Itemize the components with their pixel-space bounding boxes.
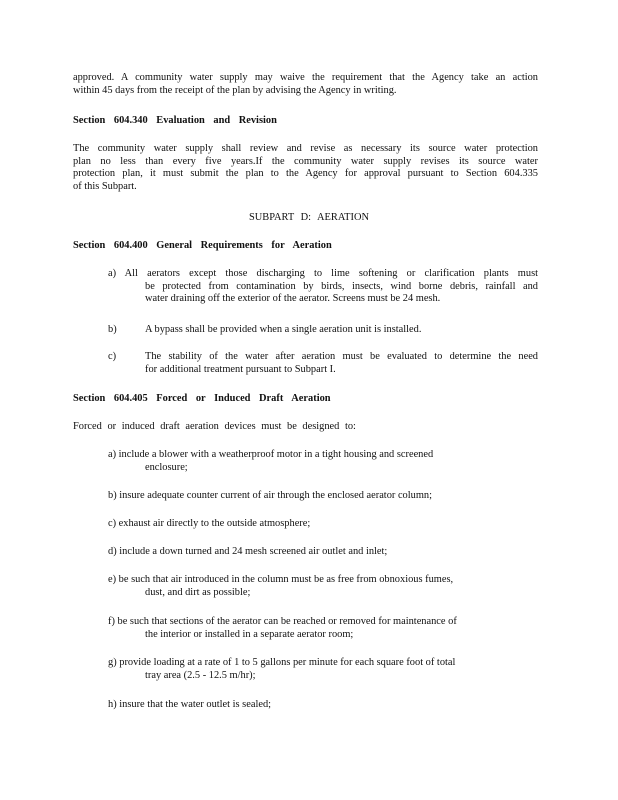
list-item xyxy=(108,490,432,503)
list-item xyxy=(108,699,271,712)
text-line: dust, and dirt as possible; xyxy=(145,586,251,598)
list-item xyxy=(108,546,387,559)
section-604-340-body xyxy=(73,143,538,193)
list-item xyxy=(108,616,457,641)
list-marker: b) xyxy=(108,324,117,335)
text-line: for additional treatment pursuant to Subpart I. xyxy=(145,363,336,375)
section-heading-604-340: Section 604.340 Evaluation and Revision xyxy=(73,115,277,126)
text-line: d) include a down turned and 24 mesh screened air outlet and inlet; xyxy=(108,546,388,557)
section-604-405-intro: Forced or induced draft aeration devices must be designed to: xyxy=(73,421,356,432)
text-line: protection plan, it must submit the plan to the Agency for approval pursuant to Section 604.335 xyxy=(73,168,538,180)
section-heading-604-400: Section 604.400 General Requirements for Aeration xyxy=(73,240,332,251)
text-line: e) be such that air introduced in the column must be as free from obnoxious fumes, xyxy=(108,574,454,585)
text-line: the interior or installed in a separate aerator room; xyxy=(145,628,354,640)
text-line: be protected from contamination by birds, insects, wind borne debris, rainfall and xyxy=(145,280,538,292)
list-item xyxy=(108,268,538,306)
subpart-title: SUBPART D: AERATION xyxy=(249,212,369,223)
text-line: of this Subpart. xyxy=(73,180,137,192)
text-line: A bypass shall be provided when a single aeration unit is installed. xyxy=(145,324,422,335)
text-line: water draining off the exterior of the aerator. Screens must be 24 mesh. xyxy=(145,293,441,305)
list-item xyxy=(108,449,433,474)
text-line: b) insure adequate counter current of air through the enclosed aerator column; xyxy=(108,490,432,501)
text-line: The community water supply shall review and revise as necessary its source water protection xyxy=(73,143,538,154)
text-line: g) provide loading at a rate of 1 to 5 gallons per minute for each square foot of total xyxy=(108,657,456,668)
text-line: tray area (2.5 - 12.5 m/hr); xyxy=(145,669,256,681)
text-line: The stability of the water after aeration must be evaluated to determine the need xyxy=(145,351,538,362)
text-line: plan no less than every five years.If the community water supply revises its source water xyxy=(73,155,538,167)
list-marker: c) xyxy=(108,351,117,362)
text-line: within 45 days from the receipt of the plan by advising the Agency in writing. xyxy=(73,84,397,96)
intro-paragraph xyxy=(73,72,538,97)
text-line: a) include a blower with a weatherproof motor in a tight housing and screened xyxy=(108,449,434,460)
list-item xyxy=(108,518,310,531)
list-item xyxy=(108,657,455,682)
list-item xyxy=(108,574,453,599)
text-line: c) exhaust air directly to the outside atmosphere; xyxy=(108,518,311,529)
text-line: f) be such that sections of the aerator can be reached or removed for maintenance of xyxy=(108,616,457,627)
text-line: a) All aerators except those discharging to lime softening or clarification plants must xyxy=(108,268,538,279)
text-line: approved. A community water supply may waive the requirement that the Agency take an action xyxy=(73,72,538,83)
section-heading-604-405: Section 604.405 Forced or Induced Draft Aeration xyxy=(73,393,331,404)
text-line: h) insure that the water outlet is sealed; xyxy=(108,699,272,710)
text-line: enclosure; xyxy=(145,461,188,473)
